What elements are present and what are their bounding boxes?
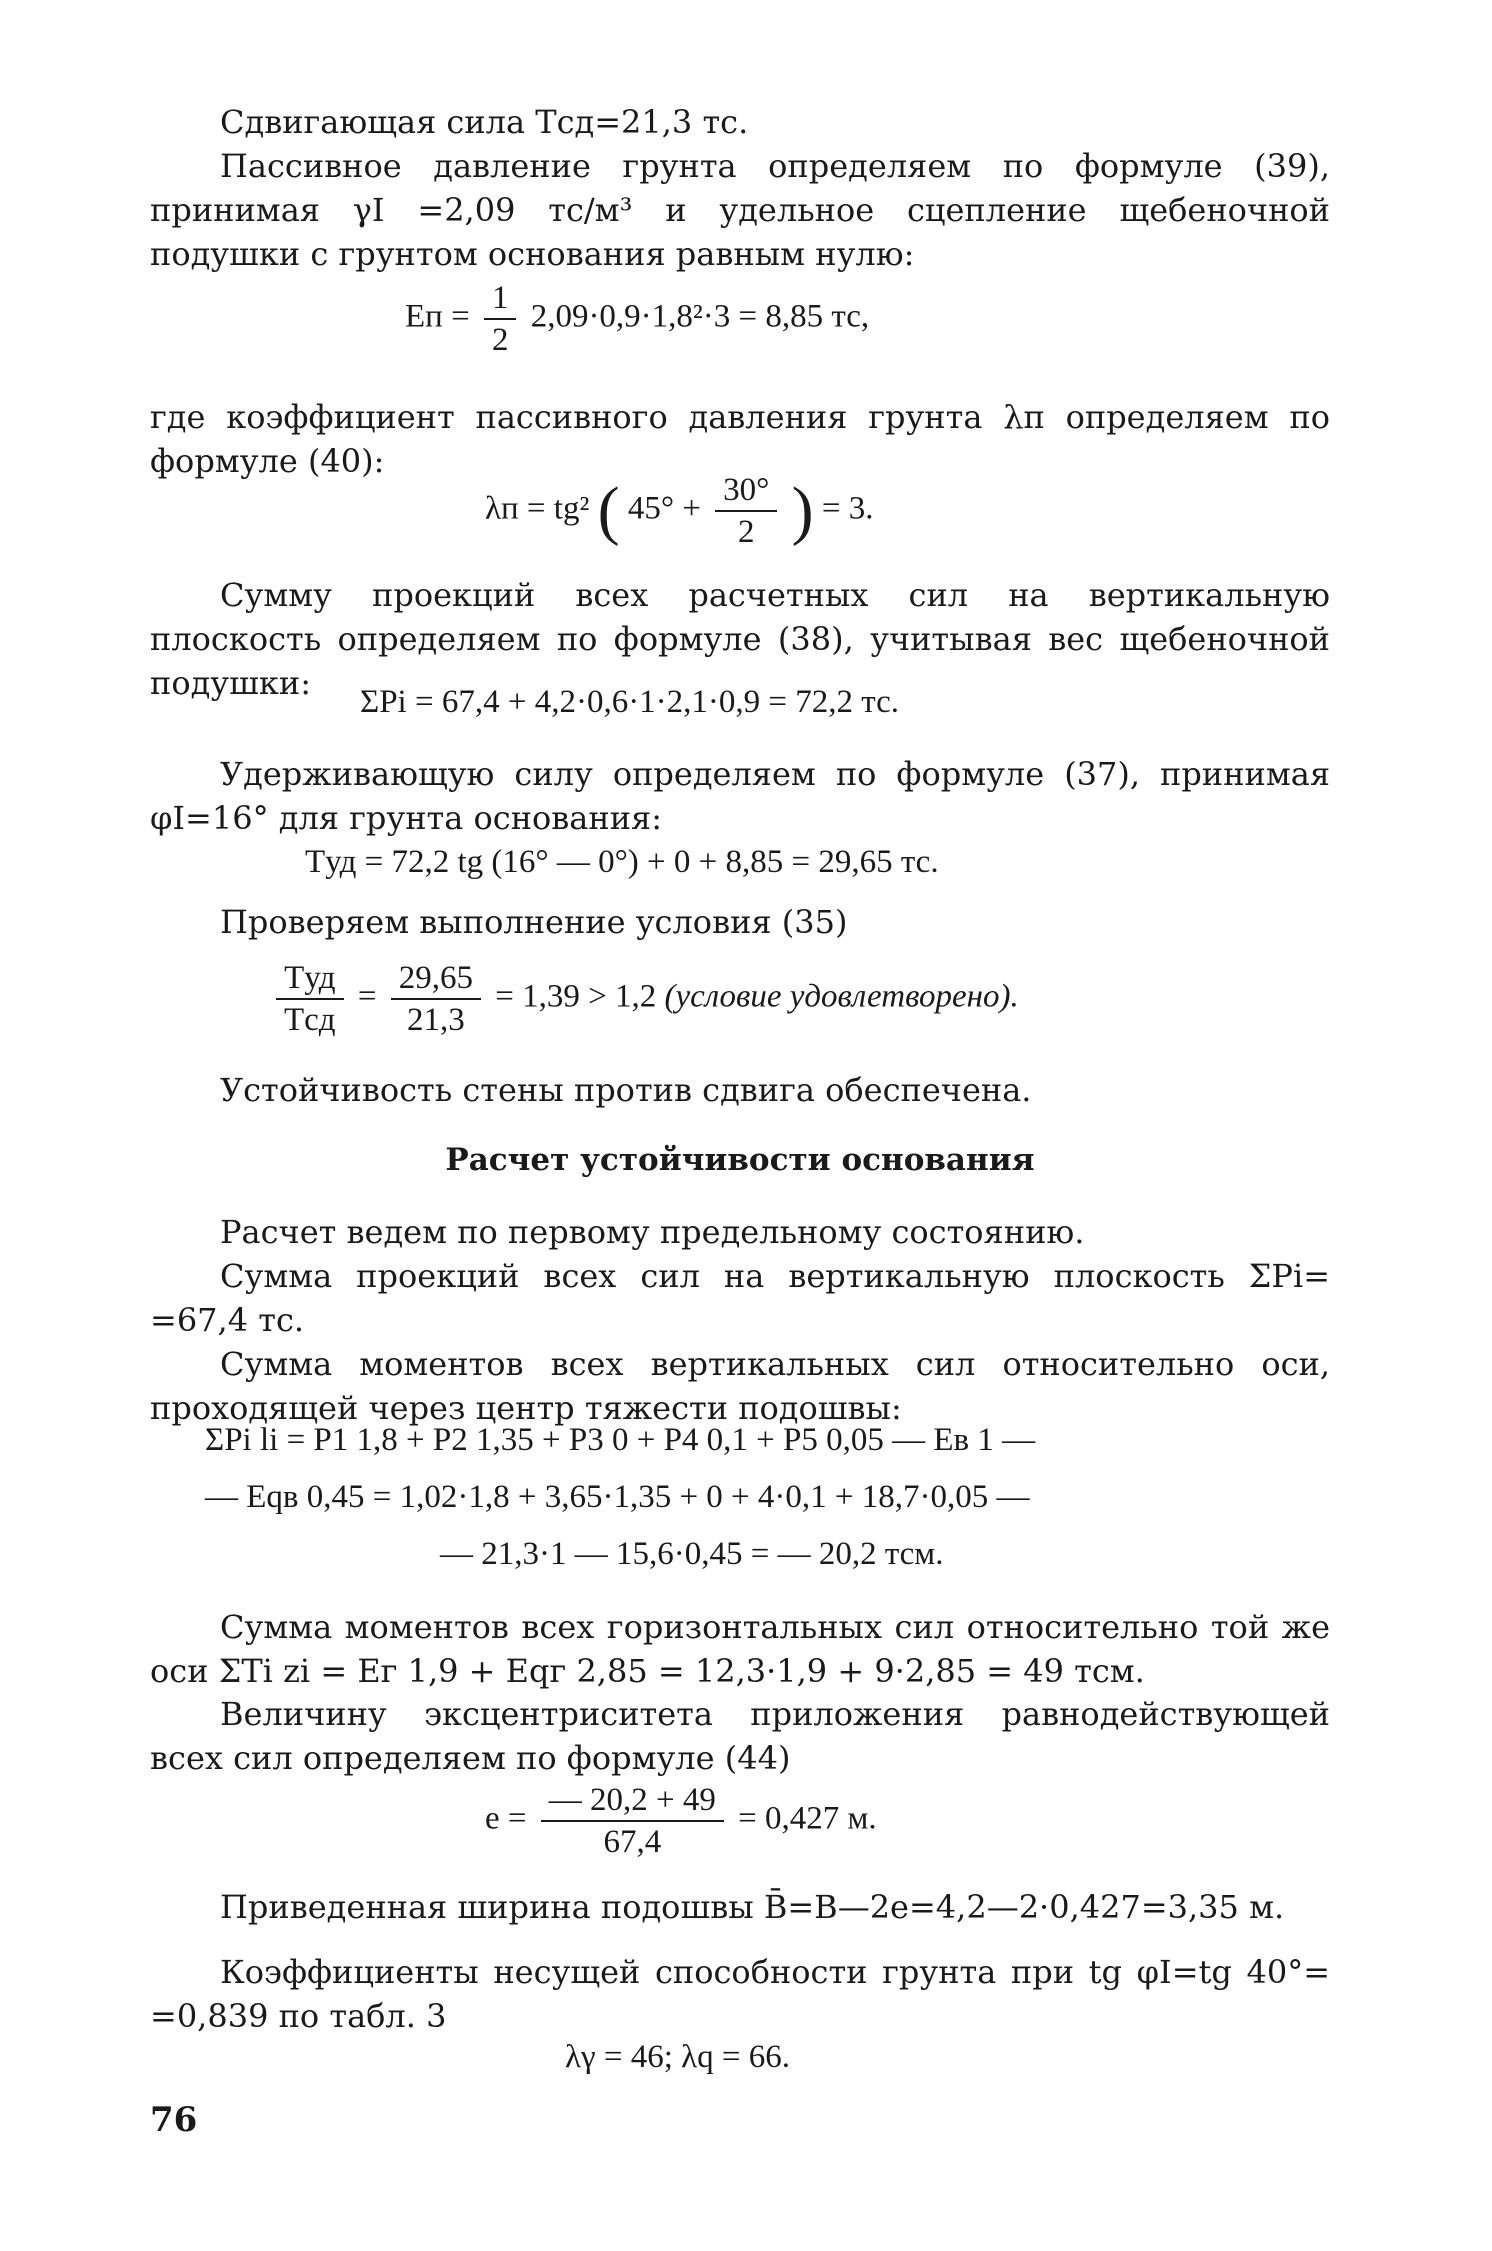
- text-block-1: [150, 100, 1330, 276]
- text-block-11: [150, 1950, 1330, 2038]
- equals-sign: =: [357, 978, 377, 1015]
- fraction-denominator: 21,3: [406, 1002, 465, 1038]
- fraction-denominator: 2: [491, 322, 509, 358]
- text-block-9: [150, 1692, 1330, 1780]
- page-number: 76: [150, 2100, 198, 2140]
- text-block-10: [150, 1885, 1330, 1929]
- paragraph-eccentricity: Величину эксцентриситета приложения равнодействующей всех сил определяем по формуле (44): [150, 1695, 1330, 1777]
- fraction-numerator: Tуд: [276, 958, 344, 1000]
- formula-moments-line-3: — 21,3·1 — 15,6·0,45 = — 20,2 тсм.: [440, 1536, 944, 1572]
- fraction-denominator: 2: [737, 514, 755, 550]
- formula-rhs: = 1,39 > 1,2: [495, 978, 665, 1015]
- fraction-forces: [276, 958, 344, 1040]
- formula-lambda: [485, 470, 873, 552]
- paren-right: ): [791, 474, 814, 547]
- fraction-denominator: 67,4: [603, 1824, 662, 1860]
- formula-holding-force: Tуд = 72,2 tg (16° — 0°) + 0 + 8,85 = 29,65 тс.: [305, 844, 939, 880]
- formula-rhs: = 0,427 м.: [738, 1800, 877, 1837]
- formula-passive-pressure: [405, 278, 869, 360]
- paragraph-sum-vertical: Сумма проекций всех сил на вертикальную плоскость ΣPi= =67,4 тс.: [150, 1257, 1330, 1339]
- paragraph-check-condition: Проверяем выполнение условия (35): [220, 903, 848, 941]
- paragraph-bearing-coefficients: Коэффициенты несущей способности грунта при tg φI=tg 40°= =0,839 по табл. 3: [150, 1953, 1330, 2035]
- formula-rhs: 2,09·0,9·1,8²·3 = 8,85 тс,: [530, 298, 870, 335]
- fraction-numerator: 30°: [715, 470, 777, 512]
- text-block-6: [150, 1068, 1330, 1112]
- formula-condition: [270, 958, 1019, 1040]
- fraction-numerator: 1: [484, 278, 517, 320]
- text-block-5: [150, 900, 1330, 944]
- formula-lambdas: λγ = 46; λq = 66.: [565, 2039, 790, 2075]
- section-heading: Расчет устойчивости основания: [445, 1142, 1035, 1178]
- text-block-7: [150, 1210, 1330, 1430]
- text-block-8: [150, 1605, 1330, 1693]
- formula-moments-line-1: ΣPi li = P1 1,8 + P2 1,35 + P3 0 + P4 0,1 + P5 0,05 — Eв 1 —: [205, 1422, 1036, 1458]
- paragraph-shear-force: Сдвигающая сила Tсд=21,3 тс.: [220, 103, 749, 141]
- formula-rhs: = 3.: [821, 490, 874, 527]
- paragraph-holding-force: Удерживающую силу определяем по формуле (37), принимая φI=16° для грунта основания:: [150, 755, 1330, 837]
- formula-lhs: Eп =: [405, 298, 478, 335]
- paragraph-coefficient: где коэффициент пассивного давления грунта λп определяем по формуле (40):: [150, 398, 1330, 480]
- condition-note: (условие удовлетворено).: [664, 978, 1019, 1015]
- paragraph-reduced-width: Приведенная ширина подошвы B̄=B—2e=4,2—2·0,427=3,35 м.: [220, 1888, 1285, 1926]
- formula-lhs: λп = tg²: [485, 490, 598, 527]
- fraction: [715, 470, 777, 552]
- fraction-numerator: 29,65: [391, 958, 481, 1000]
- fraction: [484, 278, 517, 360]
- fraction-values: [391, 958, 481, 1040]
- formula-moments-line-2: — Eqв 0,45 = 1,02·1,8 + 3,65·1,35 + 0 + 4·0,1 + 18,7·0,05 —: [205, 1479, 1030, 1515]
- paragraph-passive-pressure: Пассивное давление грунта определяем по формуле (39), принимая γI =2,09 тс/м³ и удельное сцепление щебеночной подушки с грунтом основания равным нулю:: [150, 147, 1330, 273]
- fraction-numerator: — 20,2 + 49: [541, 1780, 724, 1822]
- paragraph-stability: Устойчивость стены против сдвига обеспечена.: [220, 1071, 1032, 1109]
- paragraph-moments: Сумма моментов всех вертикальных сил относительно оси, проходящей через центр тяжести подошвы:: [150, 1345, 1330, 1427]
- paren-left: (: [597, 474, 620, 547]
- formula-eccentricity: [485, 1780, 877, 1862]
- formula-sum-p: ΣPi = 67,4 + 4,2·0,6·1·2,1·0,9 = 72,2 тс.: [360, 684, 899, 720]
- fraction: [541, 1780, 724, 1862]
- formula-lhs: e =: [485, 1800, 535, 1837]
- formula-angle: 45° +: [627, 490, 710, 527]
- paragraph-horizontal-moments: Сумма моментов всех горизонтальных сил относительно той же оси ΣTi zi = Eг 1,9 + Eqг 2,85 = 12,3·1,9 + 9·2,85 = 49 тсм.: [150, 1608, 1330, 1690]
- paragraph-limit-state: Расчет ведем по первому предельному состоянию.: [220, 1213, 1085, 1251]
- text-block-4: [150, 752, 1330, 840]
- fraction-denominator: Tсд: [284, 1002, 336, 1038]
- paragraph-sum-projections: Сумму проекций всех расчетных сил на вертикальную плоскость определяем по формуле (38), учитывая вес щебеночной подушки:: [150, 576, 1330, 702]
